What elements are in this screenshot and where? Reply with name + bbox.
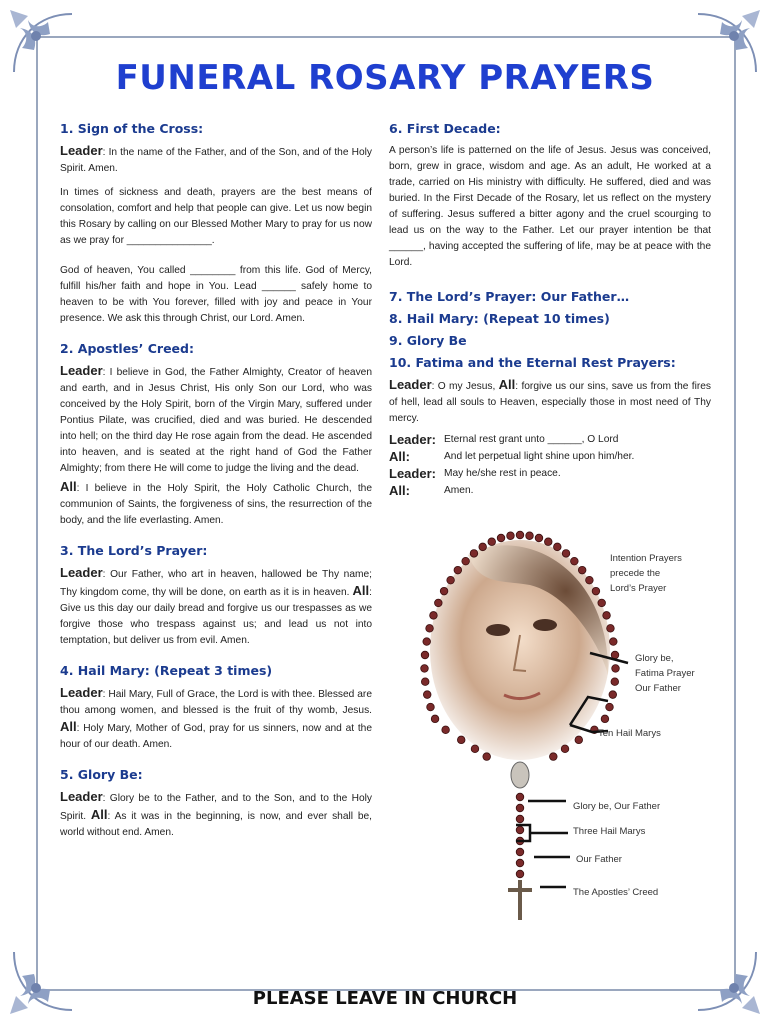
- section-heading: 6. First Decade:: [389, 121, 501, 136]
- rosary-bead: [516, 793, 524, 801]
- rosary-bead: [549, 753, 557, 761]
- rosary-bead: [571, 557, 579, 565]
- rosary-bead: [609, 638, 617, 646]
- rosary-bead: [554, 543, 562, 551]
- rosary-bead: [423, 691, 431, 699]
- rosary-bead: [609, 691, 617, 699]
- rosary-bead: [607, 624, 615, 632]
- rosary-bead: [421, 665, 429, 673]
- rosary-bead: [507, 532, 515, 540]
- response-row: [389, 448, 711, 465]
- rosary-bead: [516, 826, 524, 834]
- rosary-bead: [592, 587, 600, 595]
- leader-label: Leader: [60, 143, 103, 158]
- section-heading: 3. The Lord’s Prayer:: [60, 543, 208, 558]
- all-label: All: [60, 479, 77, 494]
- section-text: A person’s life is patterned on the life of Jesus. Jesus was conceived, born, grew in grace, wisdom and age. As an adult, He worked at a trade, carried on His ministry with difficulty. He suffered, died and was buried. In the First Decade of the Rosary, let us reflect on the mystery of suffering. Jesus suffered a bitter agony and the cruel scourging to lead us on the way to the Father. Let our prayer intention be that ______, having accepted the suffering of life, may be at peace with the Lord.: [389, 145, 711, 268]
- response-row: [389, 465, 711, 482]
- rosary-bead: [483, 753, 491, 761]
- section-text: Leader: Our Father, who art in heaven, hallowed be Thy name; Thy kingdom come, thy will be done, on earth as it is in heaven. All: Give us this day our daily bread and forgive us our trespasses as we forgive those who trespass against us; and lead us not into temptation, but deliver us from evil. Amen.: [60, 565, 372, 646]
- section-heading: 5. Glory Be:: [60, 767, 143, 782]
- rosary-bead: [606, 703, 614, 711]
- rosary-bead: [603, 612, 611, 620]
- section-heading: 2. Apostles’ Creed:: [60, 341, 194, 356]
- rosary-bead: [561, 745, 569, 753]
- rosary-bead: [516, 859, 524, 867]
- rosary-bead: [586, 576, 594, 584]
- response-text: Eternal rest grant unto ______, O Lord: [444, 434, 619, 445]
- response-text: And let perpetual light shine upon him/her.: [444, 451, 635, 462]
- speaker-label: All:: [389, 483, 410, 498]
- section-heading: 7. The Lord’s Prayer: Our Father…: [389, 289, 630, 304]
- section-text: Leader: In the name of the Father, and of the Son, and of the Holy Spirit. Amen.: [60, 143, 372, 174]
- speaker-label: All:: [389, 449, 410, 464]
- rosary-bead: [430, 612, 438, 620]
- leader-label: Leader: [60, 565, 103, 580]
- left-column: [60, 121, 372, 849]
- page-title: FUNERAL ROSARY PRAYERS: [115, 58, 655, 98]
- rosary-bead: [426, 624, 434, 632]
- section-heading: 10. Fatima and the Eternal Rest Prayers:: [389, 355, 676, 370]
- rosary-bead: [421, 678, 429, 686]
- section-text: Leader: O my Jesus, All: forgive us our sins, save us from the fires of hell, lead all souls to Heaven, especially those in most need of Thy mercy.: [389, 377, 711, 424]
- response-row: [389, 482, 711, 499]
- all-label: All: [352, 583, 370, 598]
- section-text: Leader: Glory be to the Father, and to the Son, and to the Holy Spirit. All: As it was in the beginning, is now, and ever shall be, world without end. Amen.: [60, 789, 372, 838]
- label-three-hail-marys: Three Hail Marys: [573, 826, 646, 837]
- speaker-label: Leader:: [389, 466, 436, 481]
- rosary-bead: [601, 715, 609, 723]
- label-ten-hail-marys: Ten Hail Marys: [598, 728, 661, 739]
- rosary-bead: [470, 550, 478, 558]
- rosary-bead: [516, 804, 524, 812]
- rosary-illustration: [380, 525, 720, 945]
- rosary-bead: [575, 736, 583, 744]
- footer-note: PLEASE LEAVE IN CHURCH: [252, 988, 518, 1009]
- rosary-bead: [516, 848, 524, 856]
- label-intention: Intention Prayers precede the Lord’s Prayer: [610, 553, 682, 594]
- section-text: Leader: I believe in God, the Father Almighty, Creator of heaven and earth, and in Jesus Christ, His only Son our Lord, who was conceived by the Holy Spirit, born of the Virgin Mary, suffered under Pontius Pilate, was crucified, died and was buried. He descended into hell; on the third day He rose again from the dead. He ascended into heaven, and is seated at the right hand of God the Father Almighty; from there He will come to judge the living and the dead.: [60, 363, 372, 474]
- rosary-bead: [457, 736, 465, 744]
- section-text: All: I believe in the Holy Spirit, the Holy Catholic Church, the communion of Saints, the forgiveness of sins, the resurrection of the body, and the life everlasting. Amen.: [60, 479, 372, 526]
- rosary-bead: [447, 576, 455, 584]
- label-glory-father: Glory be, Our Father: [573, 801, 661, 812]
- rosary-bead: [442, 726, 450, 734]
- rosary-bead: [423, 638, 431, 646]
- leader-label: Leader: [60, 363, 103, 378]
- section-heading: 1. Sign of the Cross:: [60, 121, 204, 136]
- label-glory-fatima: Glory be, Fatima Prayer Our Father: [635, 653, 695, 694]
- leader-label: Leader: [389, 377, 432, 392]
- rosary-bead: [578, 566, 586, 574]
- response-text: Amen.: [444, 485, 474, 496]
- rosary-bead: [562, 550, 570, 558]
- speaker-label: Leader:: [389, 432, 436, 447]
- leader-label: Leader: [60, 789, 103, 804]
- rosary-bead: [435, 599, 443, 607]
- all-label: All: [60, 719, 77, 734]
- rosary-bead: [535, 534, 543, 542]
- rosary-bead: [526, 532, 534, 540]
- all-label: All: [90, 807, 108, 822]
- rosary-bead: [479, 543, 487, 551]
- section-heading: 8. Hail Mary: (Repeat 10 times): [389, 311, 610, 326]
- rosary-bead: [516, 870, 524, 878]
- rosary-bead: [598, 599, 606, 607]
- medal-icon: [511, 762, 529, 788]
- section-heading: 9. Glory Be: [389, 333, 467, 348]
- rosary-bead: [471, 745, 479, 753]
- all-label: All: [498, 377, 516, 392]
- rosary-bead: [427, 703, 435, 711]
- rosary-bead: [488, 538, 496, 546]
- response-row: [389, 431, 711, 448]
- rosary-bead: [431, 715, 439, 723]
- rosary-bead: [612, 665, 620, 673]
- label-apostles-creed: The Apostles’ Creed: [573, 887, 659, 898]
- rosary-bead: [454, 566, 462, 574]
- label-our-father: Our Father: [576, 854, 622, 865]
- rosary-bead: [544, 538, 552, 546]
- rosary-bead: [611, 678, 619, 686]
- rosary-bead: [421, 651, 429, 659]
- crucifix-icon: [508, 880, 532, 920]
- section-text: In times of sickness and death, prayers are the best means of consolation, comfort and help that people can give. Let us now begin this Rosary by calling on our Blessed Mother Mary to pray for us now as we pray for _______________.: [60, 187, 372, 246]
- right-column: [389, 121, 711, 499]
- rosary-bead: [462, 557, 470, 565]
- rosary-bead: [440, 587, 448, 595]
- response-list: [389, 431, 711, 499]
- rosary-bead: [516, 815, 524, 823]
- section-heading: 4. Hail Mary: (Repeat 3 times): [60, 663, 273, 678]
- rosary-bead: [516, 531, 524, 539]
- rosary-bead: [497, 534, 505, 542]
- section-text: Leader: Hail Mary, Full of Grace, the Lord is with thee. Blessed are thou among women, and blessed is the fruit of thy womb, Jesus. All: Holy Mary, Mother of God, pray for us sinners, now and at the hour of our death. Amen.: [60, 685, 372, 750]
- response-text: May he/she rest in peace.: [444, 468, 561, 479]
- leader-label: Leader: [60, 685, 103, 700]
- section-text: God of heaven, You called ________ from this life. God of Mercy, fulfill his/her faith and hope in You. Lead ______ safely home to heaven to be with You forever, filled with joy and peace in Your presence. We ask this through Christ, our Lord. Amen.: [60, 265, 372, 324]
